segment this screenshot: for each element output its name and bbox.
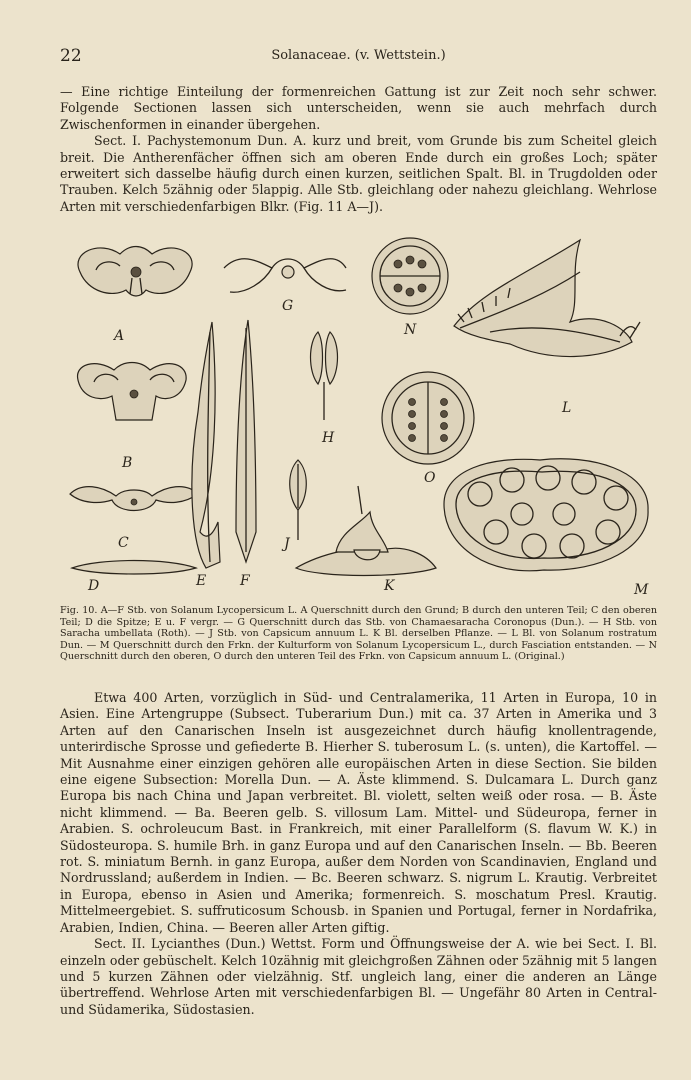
drawing-d — [72, 561, 196, 595]
drawing-m — [444, 459, 649, 598]
drawing-l — [454, 240, 640, 416]
drawing-n — [372, 238, 448, 338]
drawing-h — [311, 332, 338, 446]
figure-label: E — [196, 573, 207, 589]
figure-label: F — [240, 573, 250, 589]
drawing-g — [224, 259, 346, 314]
figure-label: C — [118, 535, 129, 551]
figure-label: N — [404, 322, 417, 338]
figure-label: O — [424, 470, 436, 486]
figure-label: H — [322, 430, 335, 446]
drawing-e — [192, 322, 220, 589]
drawing-k — [296, 486, 436, 594]
figure-label: L — [562, 400, 572, 416]
drawing-b — [78, 363, 187, 472]
page-number: 22 — [60, 46, 82, 66]
paragraph: — Eine richtige Einteilung der formenreichen Gattung ist zur Zeit noch sehr schwer. Folgende Sectionen lassen sich unterscheiden, wenn sie auch mehrfach durch Zwischenformen in einander übergehen. — [60, 84, 657, 132]
page-header — [60, 46, 657, 66]
section-text — [60, 690, 657, 1018]
drawing-f — [236, 320, 256, 589]
intro-text — [60, 84, 657, 215]
figure-label: M — [634, 582, 649, 598]
figure-label: J — [284, 536, 290, 552]
caption-text: Fig. 10. A—F Stb. von Solanum Lycopersicum L. A Querschnitt durch den Grund; B durch den unteren Teil; C den oberen Teil; D die Spitze; E u. F vergr. — G Querschnitt durch das Stb. von Chamaesaracha Coronopus (Dun.). — H Stb. von Saracha umbellata (Roth). — J Stb. von Capsicum annuum L. K Bl. derselben Pflanze. — L Bl. von Solanum rostratum Dun. — M Querschnitt durch den Frkn. der Kulturform von Solanum Lycopersicum L., durch Fasciation entstanden. — N Querschnitt durch den oberen, O durch den unteren Teil des Frkn. von Capsicum annuum L. (Original.) — [60, 605, 657, 663]
paragraph: Sect. I. Pachystemonum Dun. A. kurz und breit, vom Grunde bis zum Scheitel gleich breit. Die Antherenfächer öffnen sich am oberen Ende durch ein großes Loch; später erweitert sich dasselbe häufig durch einen kurzen, seitlichen Spalt. Bl. in Trugdolden oder Trauben. Kelch 5zähnig oder 5lappig. Alle Stb. gleichlang oder nahezu gleichlang. Wehrlose Arten mit verschiedenfarbigen Blkr. (Fig. 11 A—J). — [60, 133, 657, 214]
drawing-o — [382, 372, 474, 486]
figure-label: K — [384, 578, 395, 594]
running-title: Solanaceae. (v. Wettstein.) — [271, 48, 446, 63]
figure-illustration — [60, 232, 657, 598]
botanical-figure — [60, 232, 657, 598]
paragraph: Sect. II. Lycianthes (Dun.) Wettst. Form und Öffnungsweise der A. wie bei Sect. I. Bl. einzeln oder gebüschelt. Kelch 10zähnig mit gleichgroßen Zähnen oder 5zähnig mit 5 langen und 5 kurzen Zähnen oder vielzähnig. Stf. ungleich lang, einer die anderen an Länge übertreffend. Wehrlose Arten mit verschiedenfarbigen Bl. — Ungefähr 80 Arten in Central- und Südamerika, Südostasien. — [60, 936, 657, 1017]
figure-label: B — [122, 455, 133, 471]
drawing-a — [78, 247, 192, 345]
figure-label: A — [114, 328, 125, 344]
paragraph: Etwa 400 Arten, vorzüglich in Süd- und Centralamerika, 11 Arten in Europa, 10 in Asien. Eine Artengruppe (Subsect. Tuberarium Dun.) mit ca. 37 Arten in Amerika und 3 Arten auf den Canarischen Inseln ist ausgezeichnet durch häufig knollentragende, unterirdische Sprosse und gefiederte B. Hierher S. tuberosum L. (s. unten), die Kartoffel. — Mit Ausnahme einer einzigen gehören alle europäischen Arten in diese Section. Sie bilden eine eigene Subsection: Morella Dun. — A. Äste klimmend. S. Dulcamara L. Durch ganz Europa bis nach China und Japan verbreitet. Bl. violett, selten weiß oder rosa. — B. Äste nicht klimmend. — Ba. Beeren gelb. S. villosum Lam. Mittel- und Südeuropa, ferner in Arabien. S. ochroleucum Bast. in Frankreich, mit einer Parallelform (S. flavum W. K.) in Südosteuropa. S. humile Brh. in ganz Europa und auf den Canarischen Inseln. — Bb. Beeren rot. S. miniatum Bernh. in ganz Europa, außer dem Norden von Scandinavien, England und Nordrussland; außerdem in Indien. — Bc. Beeren schwarz. S. nigrum L. Krautig. Verbreitet in Europa, ebenso in Asien und Amerika; formenreich. S. moschatum Presl. Krautig. Mittelmeergebiet. S. suffruticosum Schousb. in Spanien und Portugal, ferner in Nordafrika, Arabien, Indien, China. — Beeren aller Arten giftig. — [60, 690, 657, 935]
figure-caption — [60, 605, 657, 663]
figure-label: D — [88, 578, 100, 594]
drawing-c — [70, 487, 198, 551]
drawing-j — [281, 460, 306, 552]
figure-label: G — [282, 298, 294, 314]
